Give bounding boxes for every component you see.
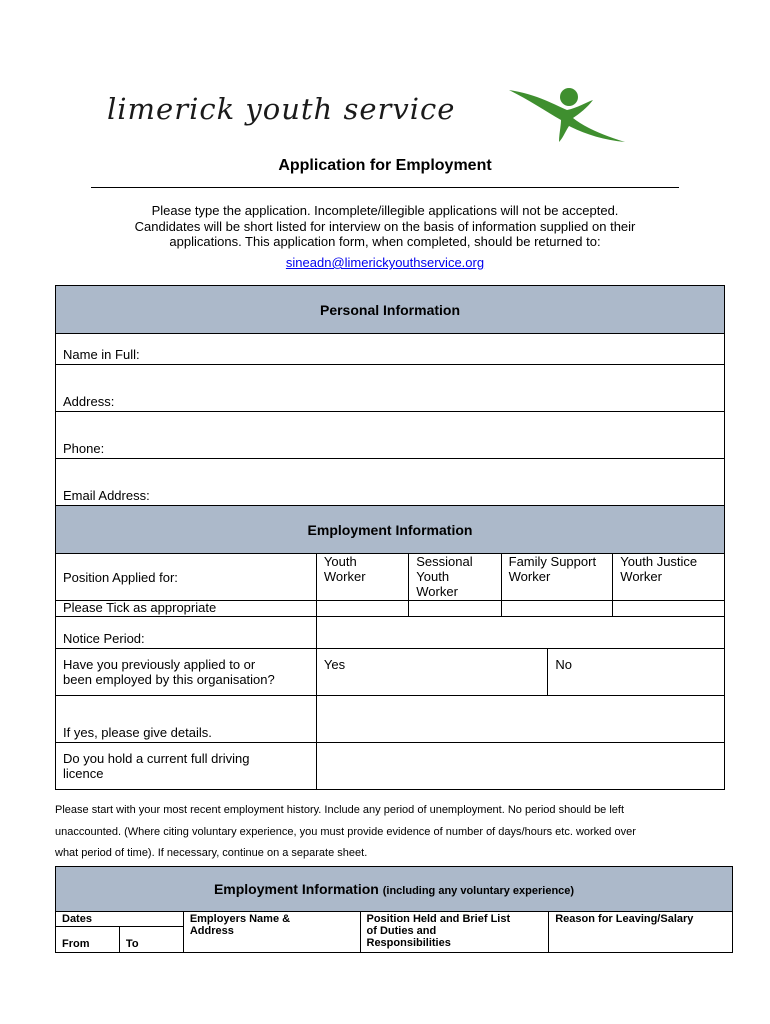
- position-duties-header: Position Held and Brief List of Duties and Responsibilities: [360, 912, 549, 953]
- title-divider: [91, 187, 679, 188]
- notice-period-input[interactable]: [316, 617, 724, 649]
- address-field[interactable]: [56, 365, 725, 412]
- employment-info-heading: Employment Information: [56, 506, 725, 554]
- email-label: Email Address:: [63, 488, 150, 503]
- phone-field[interactable]: [56, 412, 725, 459]
- previous-no-option[interactable]: No: [548, 649, 725, 696]
- position-label: Position Applied for:: [56, 554, 317, 601]
- notice-period-label: Notice Period:: [56, 617, 317, 649]
- position-option-family-support-worker: Family Support Worker: [501, 554, 613, 601]
- to-header: To: [119, 927, 183, 953]
- previous-employment-label: Have you previously applied to or been employed by this organisation?: [56, 649, 317, 696]
- intro-line: Please type the application. Incomplete/illegible applications will not be accepted.: [151, 203, 619, 218]
- tick-box-youth-worker[interactable]: [316, 601, 408, 617]
- employer-header: Employers Name & Address: [183, 912, 360, 953]
- history-heading: Employment Information (including any voluntary experience): [56, 867, 733, 912]
- previous-yes-option[interactable]: Yes: [316, 649, 547, 696]
- logo-text: limerick youth service: [107, 92, 456, 126]
- address-label: Address:: [63, 394, 115, 409]
- position-option-youth-worker: Youth Worker: [316, 554, 408, 601]
- intro-line: applications. This application form, when completed, should be returned to:: [169, 234, 601, 249]
- tick-box-youth-justice-worker[interactable]: [613, 601, 725, 617]
- tick-label: Please Tick as appropriate: [56, 601, 317, 617]
- youth-figure-icon: [507, 86, 627, 144]
- tick-box-family-support-worker[interactable]: [501, 601, 613, 617]
- from-header: From: [56, 927, 120, 953]
- driving-licence-input[interactable]: [316, 743, 724, 790]
- logo: [107, 86, 627, 144]
- name-field[interactable]: [56, 334, 725, 365]
- phone-label: Phone:: [63, 441, 105, 456]
- position-option-youth-justice-worker: Youth Justice Worker: [613, 554, 725, 601]
- dates-header: Dates: [56, 912, 184, 927]
- tick-box-sessional-youth-worker[interactable]: [409, 601, 501, 617]
- name-label: Name in Full:: [63, 347, 140, 362]
- driving-licence-label: Do you hold a current full driving licence: [56, 743, 317, 790]
- email-field[interactable]: [56, 459, 725, 506]
- application-table: [55, 285, 725, 790]
- previous-details-label: If yes, please give details.: [56, 696, 317, 743]
- contact-email-link[interactable]: sineadn@limerickyouthservice.org: [285, 255, 485, 270]
- employment-history-note: Please start with your most recent employment history. Include any period of unemployment. No period should be left unaccounted. (Where citing voluntary experience, you must provide evidence of number of days/hours etc. worked over what period of time). If necessary, continue on a separate sheet.: [55, 804, 636, 859]
- employment-history-table: [55, 866, 733, 953]
- intro-line: Candidates will be short listed for interview on the basis of information supplied on their: [134, 218, 636, 234]
- personal-info-heading: Personal Information: [56, 286, 725, 334]
- position-option-sessional-youth-worker: Sessional Youth Worker: [409, 554, 501, 601]
- page-title: Application for Employment: [278, 157, 492, 174]
- intro-text: [80, 203, 690, 250]
- previous-details-input[interactable]: [316, 696, 724, 743]
- reason-leaving-header: Reason for Leaving/Salary: [549, 912, 733, 953]
